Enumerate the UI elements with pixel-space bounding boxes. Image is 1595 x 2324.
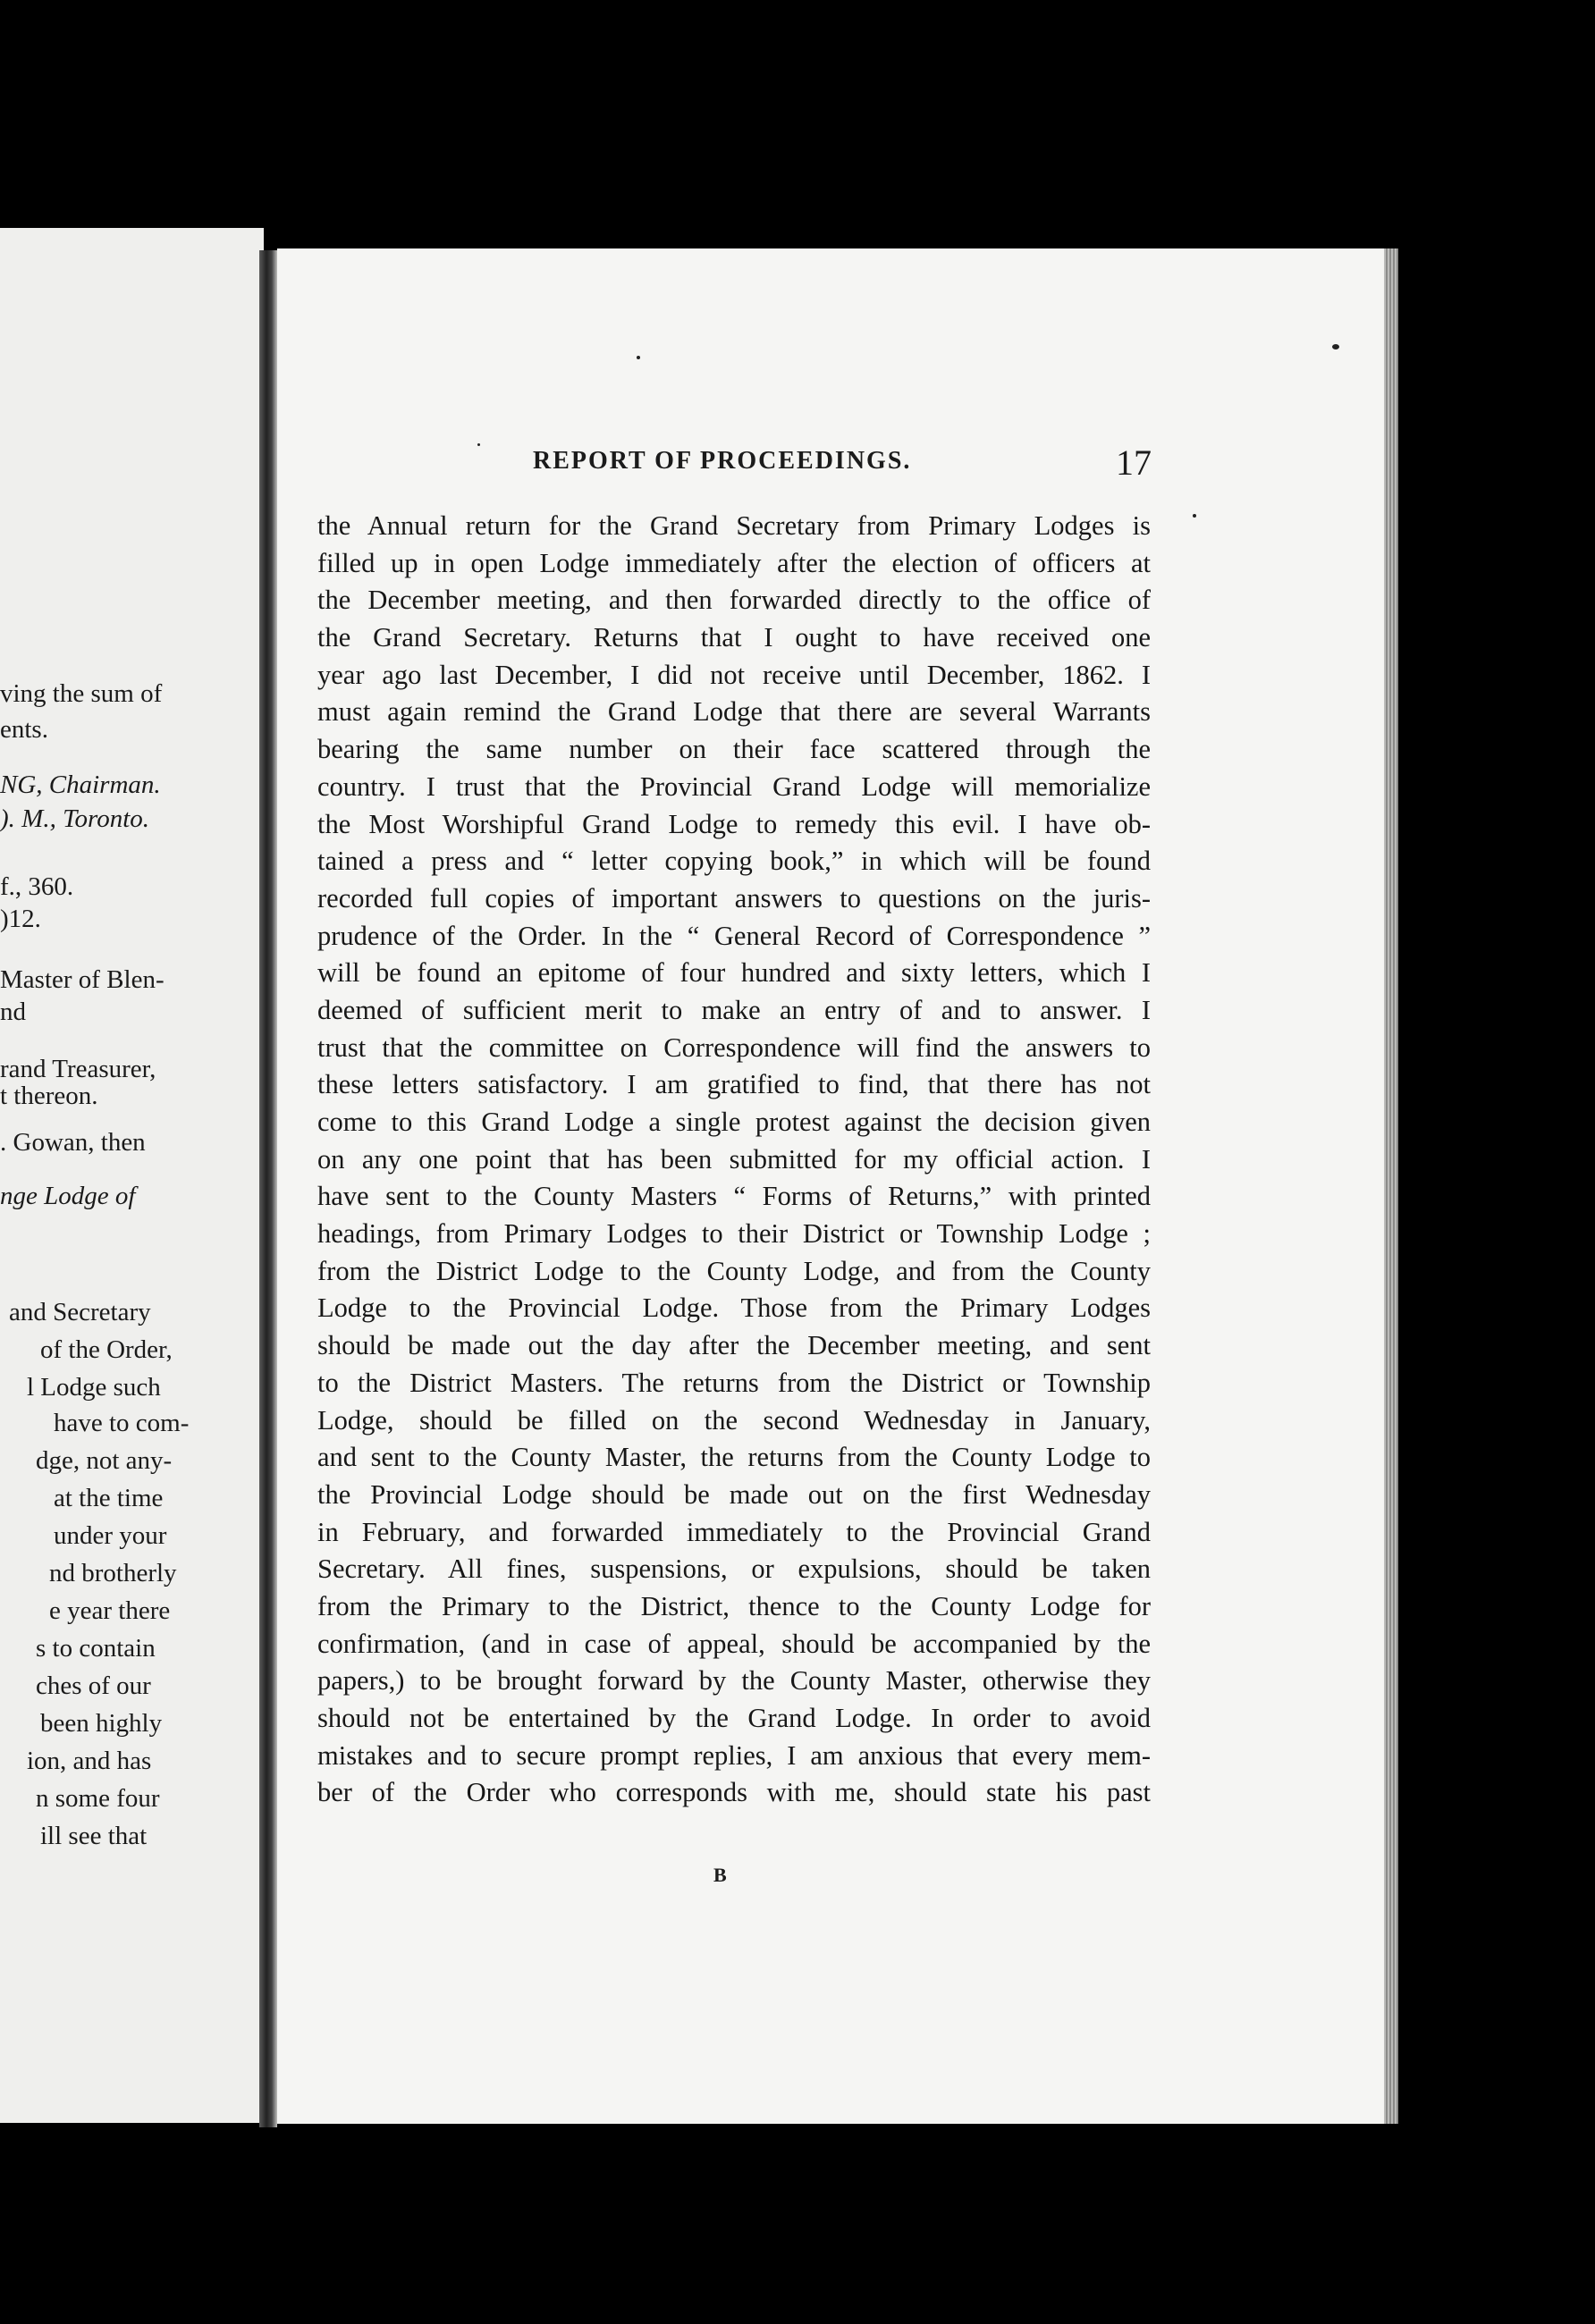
body-line: have sent to the County Masters “ Forms of Returns,” with printed: [317, 1181, 1151, 1212]
previous-page-line: ill see that: [40, 1822, 148, 1850]
body-line: mistakes and to secure prompt replies, I am anxious that every mem-: [317, 1739, 1151, 1771]
body-line: in February, and forwarded immediately to the Provincial Grand: [317, 1516, 1151, 1547]
previous-page-line: )12.: [0, 905, 41, 933]
previous-page-line: ). M., Toronto.: [0, 804, 150, 833]
previous-page-line: ches of our: [36, 1671, 151, 1700]
previous-page-line: . Gowan, then: [0, 1128, 146, 1157]
body-line: filled up in open Lodge immediately after the election of officers at: [317, 547, 1151, 578]
previous-page-line: ion, and has: [27, 1747, 152, 1775]
body-line: from the Primary to the District, thence to the County Lodge for: [317, 1590, 1151, 1621]
signature-mark: B: [713, 1864, 727, 1886]
body-text: [317, 508, 1151, 1812]
body-line: the Provincial Lodge should be made out on the first Wednesday: [317, 1478, 1151, 1510]
ink-speck: [477, 443, 480, 446]
previous-page-line: under your: [54, 1521, 167, 1550]
body-line: to the District Masters. The returns from the District or Township: [317, 1367, 1151, 1398]
previous-page-line: n some four: [36, 1784, 160, 1813]
body-line: and sent to the County Master, the returns from the County Lodge to: [317, 1442, 1151, 1473]
body-line: should not be entertained by the Grand Lodge. In order to avoid: [317, 1703, 1151, 1733]
previous-page-line: dge, not any-: [36, 1446, 173, 1475]
body-line: Secretary. All fines, suspensions, or expulsions, should be taken: [317, 1554, 1151, 1585]
body-line: ber of the Order who corresponds with me, should state his past: [317, 1777, 1151, 1808]
body-line: deemed of sufficient merit to make an entry of and to answer. I: [317, 994, 1151, 1025]
page-edge: [1384, 248, 1398, 2124]
previous-page-fragment: [0, 228, 264, 2123]
body-line: prudence of the Order. In the “ General Record of Correspondence ”: [317, 920, 1151, 951]
body-line: the Grand Secretary. Returns that I ought to have received one: [317, 622, 1151, 653]
body-line: trust that the committee on Correspondence will find the answers to: [317, 1031, 1151, 1063]
previous-page-line: ents.: [0, 715, 48, 744]
previous-page-line: of the Order,: [40, 1335, 173, 1364]
previous-page-line: and Secretary: [9, 1298, 151, 1326]
previous-page-line: NG, Chairman.: [0, 770, 161, 799]
body-line: Lodge, should be filled on the second Wednesday in January,: [317, 1404, 1151, 1436]
body-line: papers,) to be brought forward by the County Master, otherwise they: [317, 1665, 1151, 1697]
body-line: the December meeting, and then forwarded directly to the office of: [317, 585, 1151, 616]
body-line: Lodge to the Provincial Lodge. Those from the Primary Lodges: [317, 1293, 1151, 1324]
previous-page-line: Master of Blen-: [0, 965, 165, 994]
body-line: should be made out the day after the December meeting, and sent: [317, 1330, 1151, 1361]
previous-page-line: ving the sum of: [0, 679, 163, 708]
page-number: 17: [1116, 442, 1152, 483]
previous-page-line: nge Lodge of: [0, 1182, 136, 1210]
body-line: headings, from Primary Lodges to their District or Township Lodge ;: [317, 1218, 1151, 1250]
previous-page-line: nd brotherly: [49, 1559, 177, 1587]
previous-page-line: t thereon.: [0, 1082, 98, 1110]
body-line: from the District Lodge to the County Lodge, and from the County: [317, 1255, 1151, 1286]
body-line: on any one point that has been submitted for my official action. I: [317, 1143, 1151, 1175]
body-line: confirmation, (and in case of appeal, should be accompanied by the: [317, 1628, 1151, 1659]
body-line: recorded full copies of important answers to questions on the juris-: [317, 882, 1151, 914]
ink-speck: [1332, 344, 1339, 349]
book-gutter: [259, 250, 277, 2127]
body-line: bearing the same number on their face scattered through the: [317, 734, 1151, 765]
previous-page-line: have to com-: [54, 1409, 190, 1437]
body-line: the Annual return for the Grand Secretary from Primary Lodges is: [317, 510, 1151, 541]
ink-speck: [637, 356, 640, 359]
previous-page-line: at the time: [54, 1484, 164, 1512]
previous-page-line: nd: [0, 998, 26, 1026]
previous-page-line: s to contain: [36, 1634, 156, 1663]
previous-page-text: [0, 228, 264, 2123]
body-line: will be found an epitome of four hundred and sixty letters, which I: [317, 957, 1151, 989]
previous-page-line: l Lodge such: [27, 1373, 161, 1402]
previous-page-line: f., 360.: [0, 872, 74, 901]
body-line: year ago last December, I did not receive until December, 1862. I: [317, 659, 1151, 690]
body-line: country. I trust that the Provincial Grand Lodge will memorialize: [317, 770, 1151, 802]
running-head: REPORT OF PROCEEDINGS.: [533, 447, 912, 475]
body-line: tained a press and “ letter copying book,” in which will be found: [317, 846, 1151, 877]
body-line: must again remind the Grand Lodge that there are several Warrants: [317, 696, 1151, 728]
previous-page-line: e year there: [49, 1596, 171, 1625]
ink-speck: [1193, 514, 1196, 518]
previous-page-line: rand Treasurer,: [0, 1055, 156, 1083]
body-line: these letters satisfactory. I am gratified to find, that there has not: [317, 1069, 1151, 1100]
body-line: the Most Worshipful Grand Lodge to remedy this evil. I have ob-: [317, 808, 1151, 839]
previous-page-line: been highly: [40, 1709, 163, 1738]
body-line: come to this Grand Lodge a single protest against the decision given: [317, 1107, 1151, 1137]
